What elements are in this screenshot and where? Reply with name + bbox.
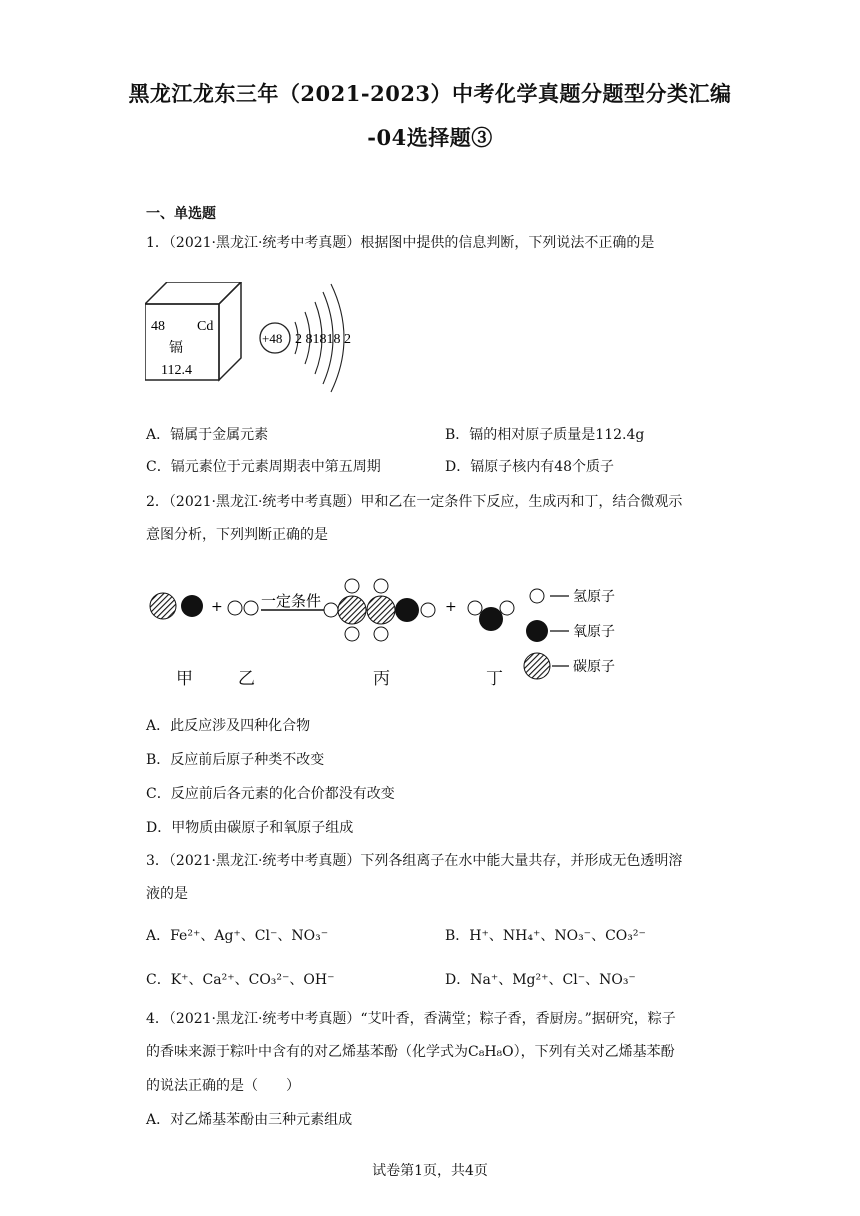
- carbon-atom: [338, 596, 366, 624]
- reaction-diagram: [145, 572, 645, 692]
- q4-option-a: A．对乙烯基苯酚由三种元素组成: [146, 1112, 353, 1128]
- hydrogen-atom: [324, 603, 338, 617]
- q2-option-b: B．反应前后原子种类不改变: [146, 752, 325, 768]
- carbon-atom: [150, 593, 176, 619]
- legend-carbon: 碳原子: [573, 659, 615, 675]
- plus-sign: +: [211, 599, 223, 615]
- q1-figure: [145, 282, 385, 422]
- legend-hydrogen: 氢原子: [573, 589, 615, 605]
- label-ding: 丁: [486, 669, 503, 689]
- q1-option-d: D．镉原子核内有48个质子: [445, 459, 615, 475]
- atomic-mass: 112.4: [161, 363, 192, 378]
- document-title-line2: -04选择题③: [367, 125, 493, 150]
- q3-option-a: A．Fe²⁺、Ag⁺、Cl⁻、NO₃⁻: [146, 928, 329, 944]
- q3-option-c: C．K⁺、Ca²⁺、CO₃²⁻、OH⁻: [146, 972, 335, 988]
- section-heading: 一、单选题: [146, 206, 216, 222]
- q1-stem: 1．（2021·黑龙江·统考中考真题）根据图中提供的信息判断，下列说法不正确的是: [146, 235, 655, 251]
- label-jia: 甲: [176, 669, 193, 689]
- q1-option-b: B．镉的相对原子质量是112.4g: [445, 427, 645, 443]
- element-symbol: Cd: [197, 319, 214, 334]
- cube-side: [219, 282, 241, 380]
- hydrogen-atom: [374, 579, 388, 593]
- q3-option-d: D．Na⁺、Mg²⁺、Cl⁻、NO₃⁻: [445, 972, 636, 988]
- page-footer: 试卷第1页，共4页: [372, 1163, 488, 1179]
- q3-stem-line2: 液的是: [146, 886, 188, 902]
- q4-stem-line2: 的香味来源于粽叶中含有的对乙烯基苯酚（化学式为C₈H₈O），下列有关对乙烯基苯酚: [146, 1044, 675, 1060]
- reaction-condition: 一定条件: [261, 592, 322, 610]
- q4-stem-line1: 4．（2021·黑龙江·统考中考真题）“艾叶香，香满堂；粽子香，香厨房。”据研究，粽子: [146, 1011, 676, 1027]
- q3-option-b: B．H⁺、NH₄⁺、NO₃⁻、CO₃²⁻: [445, 928, 646, 944]
- cadmium-diagram: [145, 282, 385, 422]
- q1-option-a: A．镉属于金属元素: [146, 427, 269, 443]
- hydrogen-atom: [228, 601, 242, 615]
- q4-stem-line3: 的说法正确的是（ ）: [146, 1078, 300, 1094]
- hydrogen-atom: [244, 601, 258, 615]
- q2-reaction-figure: [145, 572, 645, 692]
- carbon-atom: [367, 596, 395, 624]
- hydrogen-atom: [345, 627, 359, 641]
- q1-option-c: C．镉元素位于元素周期表中第五周期: [146, 459, 381, 475]
- hydrogen-atom: [374, 627, 388, 641]
- hydrogen-atom: [500, 601, 514, 615]
- legend-oxygen: 氧原子: [573, 624, 615, 640]
- atomic-number: 48: [151, 319, 165, 334]
- oxygen-atom: [395, 598, 419, 622]
- hydrogen-atom: [468, 601, 482, 615]
- legend-oxygen-icon: [526, 620, 548, 642]
- element-name: 镉: [169, 340, 183, 356]
- label-bing: 丙: [373, 669, 390, 689]
- hydrogen-atom: [421, 603, 435, 617]
- q2-option-a: A．此反应涉及四种化合物: [146, 718, 311, 734]
- cube-top: [145, 282, 241, 304]
- plus-sign: +: [445, 599, 457, 615]
- q3-stem-line1: 3．（2021·黑龙江·统考中考真题）下列各组离子在水中能大量共存，并形成无色透明溶: [146, 853, 683, 869]
- document-title-line1: 黑龙江龙东三年（2021-2023）中考化学真题分题型分类汇编: [128, 81, 732, 106]
- q2-option-c: C．反应前后各元素的化合价都没有改变: [146, 786, 395, 802]
- electron-shells: 2 81818 2: [295, 332, 351, 347]
- oxygen-atom: [181, 595, 203, 617]
- oxygen-atom: [479, 607, 503, 631]
- legend-hydrogen-icon: [530, 589, 544, 603]
- q2-stem-line2: 意图分析，下列判断正确的是: [146, 527, 328, 543]
- q2-stem-line1: 2．（2021·黑龙江·统考中考真题）甲和乙在一定条件下反应，生成丙和丁，结合微观示: [146, 494, 683, 510]
- q2-option-d: D．甲物质由碳原子和氧原子组成: [146, 820, 354, 836]
- nucleus-charge: +48: [262, 331, 283, 346]
- hydrogen-atom: [345, 579, 359, 593]
- label-yi: 乙: [238, 669, 255, 689]
- legend-carbon-icon: [524, 653, 550, 679]
